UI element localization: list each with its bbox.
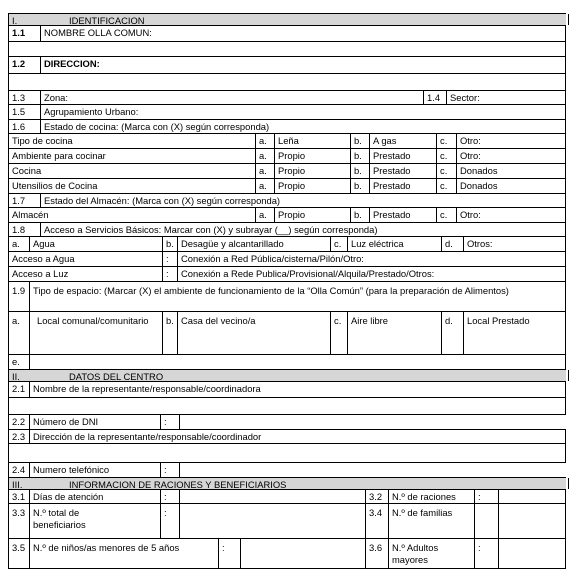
item-number: 1.3 bbox=[8, 91, 41, 104]
representante-direccion-field[interactable] bbox=[30, 430, 566, 443]
field-label: Nombre de la representante/responsable/coordinadora bbox=[33, 383, 261, 394]
item-number: 3.5 bbox=[8, 539, 30, 568]
field-label: NOMBRE OLLA COMUN: bbox=[44, 27, 152, 38]
nombre-olla-comun-field[interactable] bbox=[41, 26, 566, 41]
option-propio[interactable]: Propio bbox=[275, 164, 351, 178]
item-number: 1.4 bbox=[424, 91, 447, 104]
kitchen-row-label: Utensilios de Cocina bbox=[8, 179, 256, 193]
option-otros[interactable]: Otros: bbox=[464, 237, 566, 251]
row-1-8 bbox=[8, 222, 566, 236]
kitchen-row-label: Cocina bbox=[8, 164, 256, 178]
option-propio[interactable]: Propio bbox=[275, 149, 351, 163]
colon: : bbox=[475, 539, 499, 568]
option-letter: b. bbox=[351, 164, 370, 178]
adultos-mayores-label: N.º Adultos mayores bbox=[389, 539, 475, 568]
section-number: I. bbox=[8, 14, 38, 25]
acceso-luz-label: Acceso a Luz bbox=[8, 267, 163, 281]
option-letter: d. bbox=[442, 237, 464, 251]
field-label: Sector: bbox=[450, 92, 480, 103]
kitchen-row bbox=[8, 148, 566, 163]
telefono-label: Numero telefónico bbox=[30, 463, 161, 477]
direccion-field[interactable] bbox=[41, 57, 566, 73]
option-casa-vecino[interactable]: Casa del vecino/a bbox=[178, 312, 331, 354]
option-luz-electrica[interactable]: Luz eléctrica bbox=[348, 237, 442, 251]
row-3-3 bbox=[8, 503, 566, 538]
item-number: 3.2 bbox=[366, 490, 389, 503]
option-local-comunal[interactable]: Local comunal/comunitario bbox=[30, 312, 163, 354]
agrupamiento-urbano-field[interactable] bbox=[41, 105, 566, 119]
adultos-mayores-field[interactable] bbox=[499, 539, 566, 568]
acceso-agua-label: Acceso a Agua bbox=[8, 252, 163, 266]
kitchen-row-label: Ambiente para cocinar bbox=[8, 149, 256, 163]
kitchen-row bbox=[8, 133, 566, 148]
option-lena[interactable]: Leña bbox=[275, 134, 351, 148]
row-1-1-blank bbox=[8, 41, 566, 56]
dni-label: Número de DNI bbox=[30, 415, 161, 429]
option-letter: e. bbox=[8, 355, 30, 369]
option-otro[interactable]: Otro: bbox=[457, 134, 566, 148]
colon: : bbox=[163, 252, 178, 266]
section-datos-centro-header bbox=[8, 369, 566, 381]
section-number: III. bbox=[8, 478, 42, 489]
option-a-gas[interactable]: A gas bbox=[370, 134, 437, 148]
item-number: 3.4 bbox=[366, 504, 389, 538]
raciones-label: N.º de raciones bbox=[389, 490, 475, 503]
row-1-3 bbox=[8, 90, 566, 104]
row-1-6 bbox=[8, 119, 566, 133]
item-number: 2.2 bbox=[8, 415, 30, 429]
almacen-label: Almacén bbox=[8, 208, 256, 222]
section-number: II. bbox=[8, 370, 42, 381]
option-donados[interactable]: Donados bbox=[457, 179, 566, 193]
tipo-espacio-label: Tipo de espacio: (Marcar (X) el ambiente de funcionamiento de la “Olla Común” (para la preparación de Alimentos) bbox=[30, 282, 566, 311]
option-letter: b. bbox=[351, 134, 370, 148]
option-prestado[interactable]: Prestado bbox=[370, 164, 437, 178]
field-label: Zona: bbox=[44, 92, 68, 103]
option-local-prestado[interactable]: Local Prestado bbox=[464, 312, 566, 354]
row-2-1 bbox=[8, 381, 566, 397]
space-row-e bbox=[8, 354, 566, 369]
ninos-menores-field[interactable] bbox=[241, 539, 366, 568]
acceso-luz-row bbox=[8, 266, 566, 281]
option-letter: a. bbox=[256, 179, 275, 193]
row-2-4 bbox=[8, 462, 566, 477]
option-propio[interactable]: Propio bbox=[275, 208, 351, 222]
option-letter: a. bbox=[8, 312, 30, 354]
dias-atencion-field[interactable] bbox=[180, 490, 366, 503]
colon: : bbox=[163, 267, 178, 281]
dias-atencion-label: Días de atención bbox=[30, 490, 161, 503]
space-row bbox=[8, 311, 566, 354]
familias-field[interactable] bbox=[499, 504, 566, 538]
item-number: 1.2 bbox=[8, 57, 41, 73]
colon: : bbox=[161, 504, 180, 538]
option-letter: c. bbox=[331, 312, 348, 354]
item-number: 1.6 bbox=[8, 120, 41, 133]
kitchen-row-label: Tipo de cocina bbox=[8, 134, 256, 148]
row-2-3 bbox=[8, 429, 566, 443]
nombre-olla-comun-continuation[interactable] bbox=[8, 42, 566, 56]
option-letter: c. bbox=[437, 208, 457, 222]
kitchen-row bbox=[8, 178, 566, 193]
row-2-3-blank bbox=[8, 443, 566, 462]
row-1-9 bbox=[8, 281, 566, 311]
option-donados[interactable]: Donados bbox=[457, 164, 566, 178]
option-letter: b. bbox=[351, 208, 370, 222]
option-prestado[interactable]: Prestado bbox=[370, 149, 437, 163]
field-label: Dirección de la representante/responsable/coordinador bbox=[33, 431, 262, 442]
option-otro[interactable]: Otro: bbox=[457, 149, 566, 163]
familias-label: N.º de familias bbox=[389, 504, 475, 538]
option-prestado[interactable]: Prestado bbox=[370, 179, 437, 193]
acceso-agua-options[interactable]: Conexión a Red Pública/cisterna/Pilón/Otro: bbox=[178, 252, 566, 266]
option-otro[interactable]: Otro: bbox=[457, 208, 566, 222]
kitchen-row bbox=[8, 163, 566, 178]
zona-field[interactable] bbox=[41, 91, 424, 104]
option-letter: a. bbox=[256, 164, 275, 178]
section-raciones-header bbox=[8, 477, 566, 489]
section-title: DATOS DEL CENTRO bbox=[69, 371, 164, 381]
option-letter: c. bbox=[437, 134, 457, 148]
option-propio[interactable]: Propio bbox=[275, 179, 351, 193]
row-2-1-blank bbox=[8, 397, 566, 414]
field-label: Agrupamiento Urbano: bbox=[44, 106, 139, 117]
total-beneficiarios-label: N.º total de beneficiarios bbox=[30, 504, 161, 538]
item-number: 3.6 bbox=[366, 539, 389, 568]
section-identificacion-header bbox=[8, 13, 566, 25]
section-title: IDENTIFICACION bbox=[69, 15, 145, 25]
row-1-2-blank bbox=[8, 73, 566, 90]
olla-comun-form bbox=[8, 13, 566, 569]
representante-direccion-continuation[interactable] bbox=[8, 444, 566, 462]
option-e-field[interactable] bbox=[30, 355, 566, 369]
option-letter: b. bbox=[163, 237, 178, 251]
ninos-menores-label: N.º de niños/as menores de 5 años bbox=[30, 539, 219, 568]
item-number: 1.9 bbox=[8, 282, 30, 311]
item-number: 1.8 bbox=[8, 223, 41, 236]
colon: : bbox=[219, 539, 241, 568]
section-title: INFORMACION DE RACIONES Y BENEFICIARIOS bbox=[69, 479, 287, 489]
item-number: 2.1 bbox=[8, 382, 30, 397]
row-1-5 bbox=[8, 104, 566, 119]
services-row bbox=[8, 236, 566, 251]
field-label: DIRECCION: bbox=[44, 58, 100, 69]
raciones-field[interactable] bbox=[499, 490, 566, 503]
item-number: 1.1 bbox=[8, 26, 41, 41]
row-1-7 bbox=[8, 193, 566, 207]
option-letter: d. bbox=[442, 312, 464, 354]
option-letter: a. bbox=[256, 149, 275, 163]
item-number: 3.3 bbox=[8, 504, 30, 538]
option-letter: b. bbox=[351, 179, 370, 193]
option-desague[interactable]: Desagüe y alcantarillado bbox=[178, 237, 331, 251]
option-letter: b. bbox=[351, 149, 370, 163]
colon: : bbox=[161, 415, 180, 429]
option-letter: a. bbox=[8, 237, 30, 251]
option-letter: c. bbox=[437, 149, 457, 163]
row-3-1 bbox=[8, 489, 566, 503]
row-1-1 bbox=[8, 25, 566, 41]
option-letter: b. bbox=[163, 312, 178, 354]
estado-almacen-label: Estado del Almacén: (Marca con (X) según corresponda) bbox=[41, 194, 566, 207]
option-letter: a. bbox=[256, 134, 275, 148]
item-number: 1.5 bbox=[8, 105, 41, 119]
almacen-row bbox=[8, 207, 566, 222]
acceso-agua-row bbox=[8, 251, 566, 266]
dni-field[interactable] bbox=[180, 415, 566, 429]
telefono-field[interactable] bbox=[180, 463, 566, 477]
representante-nombre-continuation[interactable] bbox=[8, 398, 566, 414]
item-number: 2.3 bbox=[8, 430, 30, 443]
row-2-2 bbox=[8, 414, 566, 429]
option-letter: c. bbox=[331, 237, 348, 251]
familias-colon-cell bbox=[475, 504, 499, 538]
option-letter: a. bbox=[256, 208, 275, 222]
direccion-continuation[interactable] bbox=[8, 74, 566, 90]
sector-field[interactable] bbox=[447, 91, 566, 104]
row-3-5 bbox=[8, 538, 566, 569]
servicios-basicos-label: Acceso a Servicios Básicos: Marcar con (X) y subrayar (__) según corresponda) bbox=[41, 223, 566, 236]
item-number: 3.1 bbox=[8, 490, 30, 503]
option-letter: c. bbox=[437, 179, 457, 193]
colon: : bbox=[161, 463, 180, 477]
representante-nombre-field[interactable] bbox=[30, 382, 566, 397]
option-aire-libre[interactable]: Aire libre bbox=[348, 312, 442, 354]
colon: : bbox=[475, 490, 499, 503]
option-prestado[interactable]: Prestado bbox=[370, 208, 437, 222]
option-letter: c. bbox=[437, 164, 457, 178]
estado-cocina-label: Estado de cocina: (Marca con (X) según corresponda) bbox=[41, 120, 566, 133]
option-agua[interactable]: Agua bbox=[30, 237, 163, 251]
acceso-luz-options[interactable]: Conexión a Rede Publica/Provisional/Alquila/Prestado/Otros: bbox=[178, 267, 566, 281]
row-1-2 bbox=[8, 56, 566, 73]
total-beneficiarios-field[interactable] bbox=[180, 504, 366, 538]
colon: : bbox=[161, 490, 180, 503]
item-number: 1.7 bbox=[8, 194, 41, 207]
item-number: 2.4 bbox=[8, 463, 30, 477]
